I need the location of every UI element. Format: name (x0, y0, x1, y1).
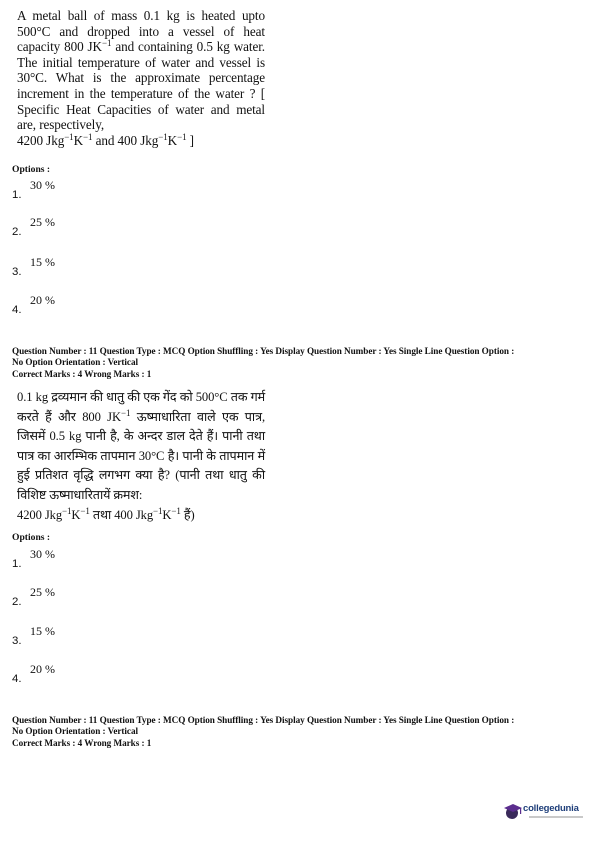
option-number: 4. (12, 304, 22, 316)
option-value: 30 % (30, 178, 55, 192)
meta-line: Correct Marks : 4 Wrong Marks : 1 (12, 369, 152, 380)
superscript: −1 (177, 131, 187, 142)
option-number: 1. (12, 558, 22, 570)
superscript: −1 (64, 131, 74, 142)
option-value: 30 % (30, 547, 55, 561)
superscript: −1 (120, 407, 131, 418)
option-3[interactable] (12, 624, 132, 650)
option-value: 15 % (30, 624, 55, 638)
question-text-part: and containing 0.5 kg water. The initial temperature of water and vessel is 30°C. What is the approximate percentage increment in the temperature of the water ? [ Specific Heat Capacities of water and metal are, respectively, 4200 Jkg (17, 39, 265, 148)
options-label: Options : (12, 164, 51, 175)
meta-line: No Option Orientation : Vertical (12, 726, 138, 737)
unit-k: K (167, 132, 178, 148)
question-text-part: 0.1 kg द्रव्यमान की धातु की एक गेंद को 500°C तक गर्म करते हैं और 800 JK (17, 390, 265, 424)
question-paragraph (17, 8, 265, 148)
meta-line: Question Number : 11 Question Type : MCQ Option Shuffling : Yes Display Question Number : Yes Single Line Question Option : (12, 346, 515, 356)
meta-line: Correct Marks : 4 Wrong Marks : 1 (12, 738, 152, 749)
superscript: −1 (83, 131, 93, 142)
superscript: −1 (153, 505, 163, 516)
question-text-part: हैं) (180, 507, 195, 522)
tagline-bar (529, 816, 583, 818)
brand-name: collegedunia (523, 803, 579, 814)
option-number: 2. (12, 596, 22, 608)
question-text-hindi (17, 388, 265, 525)
question-text-part: तथा 400 Jkg (89, 507, 154, 522)
meta-line: Question Number : 11 Question Type : MCQ Option Shuffling : Yes Display Question Number : Yes Single Line Question Option : (12, 715, 515, 725)
option-1[interactable] (12, 178, 132, 204)
superscript: −1 (158, 131, 168, 142)
question-text-part: ] (186, 132, 194, 148)
option-4[interactable] (12, 662, 132, 688)
option-4[interactable] (12, 293, 132, 319)
meta-line: No Option Orientation : Vertical (12, 357, 138, 368)
unit-k: K (71, 507, 81, 522)
option-value: 25 % (30, 585, 55, 599)
option-value: 20 % (30, 293, 55, 307)
superscript: −1 (62, 505, 72, 516)
option-number: 4. (12, 673, 22, 685)
graduation-cap-icon (503, 800, 525, 822)
option-2[interactable] (12, 215, 132, 241)
collegedunia-logo (503, 800, 587, 824)
option-value: 20 % (30, 662, 55, 676)
option-number: 3. (12, 635, 22, 647)
option-value: 25 % (30, 215, 55, 229)
question-meta (12, 346, 587, 381)
option-number: 3. (12, 266, 22, 278)
option-number: 1. (12, 189, 22, 201)
question-text-part: A metal ball of mass 0.1 kg is heated upto 500°C and dropped into a vessel of heat capacity 800 JK (17, 8, 265, 55)
unit-k: K (73, 132, 84, 148)
option-number: 2. (12, 226, 22, 238)
superscript: −1 (101, 38, 112, 49)
question-text-english (17, 8, 265, 148)
option-value: 15 % (30, 255, 55, 269)
question-meta (12, 715, 587, 750)
option-1[interactable] (12, 547, 132, 573)
unit-k: K (162, 507, 172, 522)
options-label: Options : (12, 532, 51, 543)
question-text-part: and 400 Jkg (92, 132, 159, 148)
superscript: −1 (80, 505, 90, 516)
question-text-part: ऊष्माधारिता वाले एक पात्र, जिसमें 0.5 kg पानी है, के अन्दर डाल देते हैं। पानी तथा पात्र का आरम्भिक तापमान 30°C है। पानी के तापमान में हुई प्रतिशत वृद्धि लगभग क्या है? (पानी तथा धातु की विशिष्ट ऊष्माधारितायें क्रमश: 4200 Jkg (17, 409, 265, 522)
option-3[interactable] (12, 255, 132, 281)
superscript: −1 (171, 505, 181, 516)
option-2[interactable] (12, 585, 132, 611)
question-paragraph (17, 388, 265, 525)
